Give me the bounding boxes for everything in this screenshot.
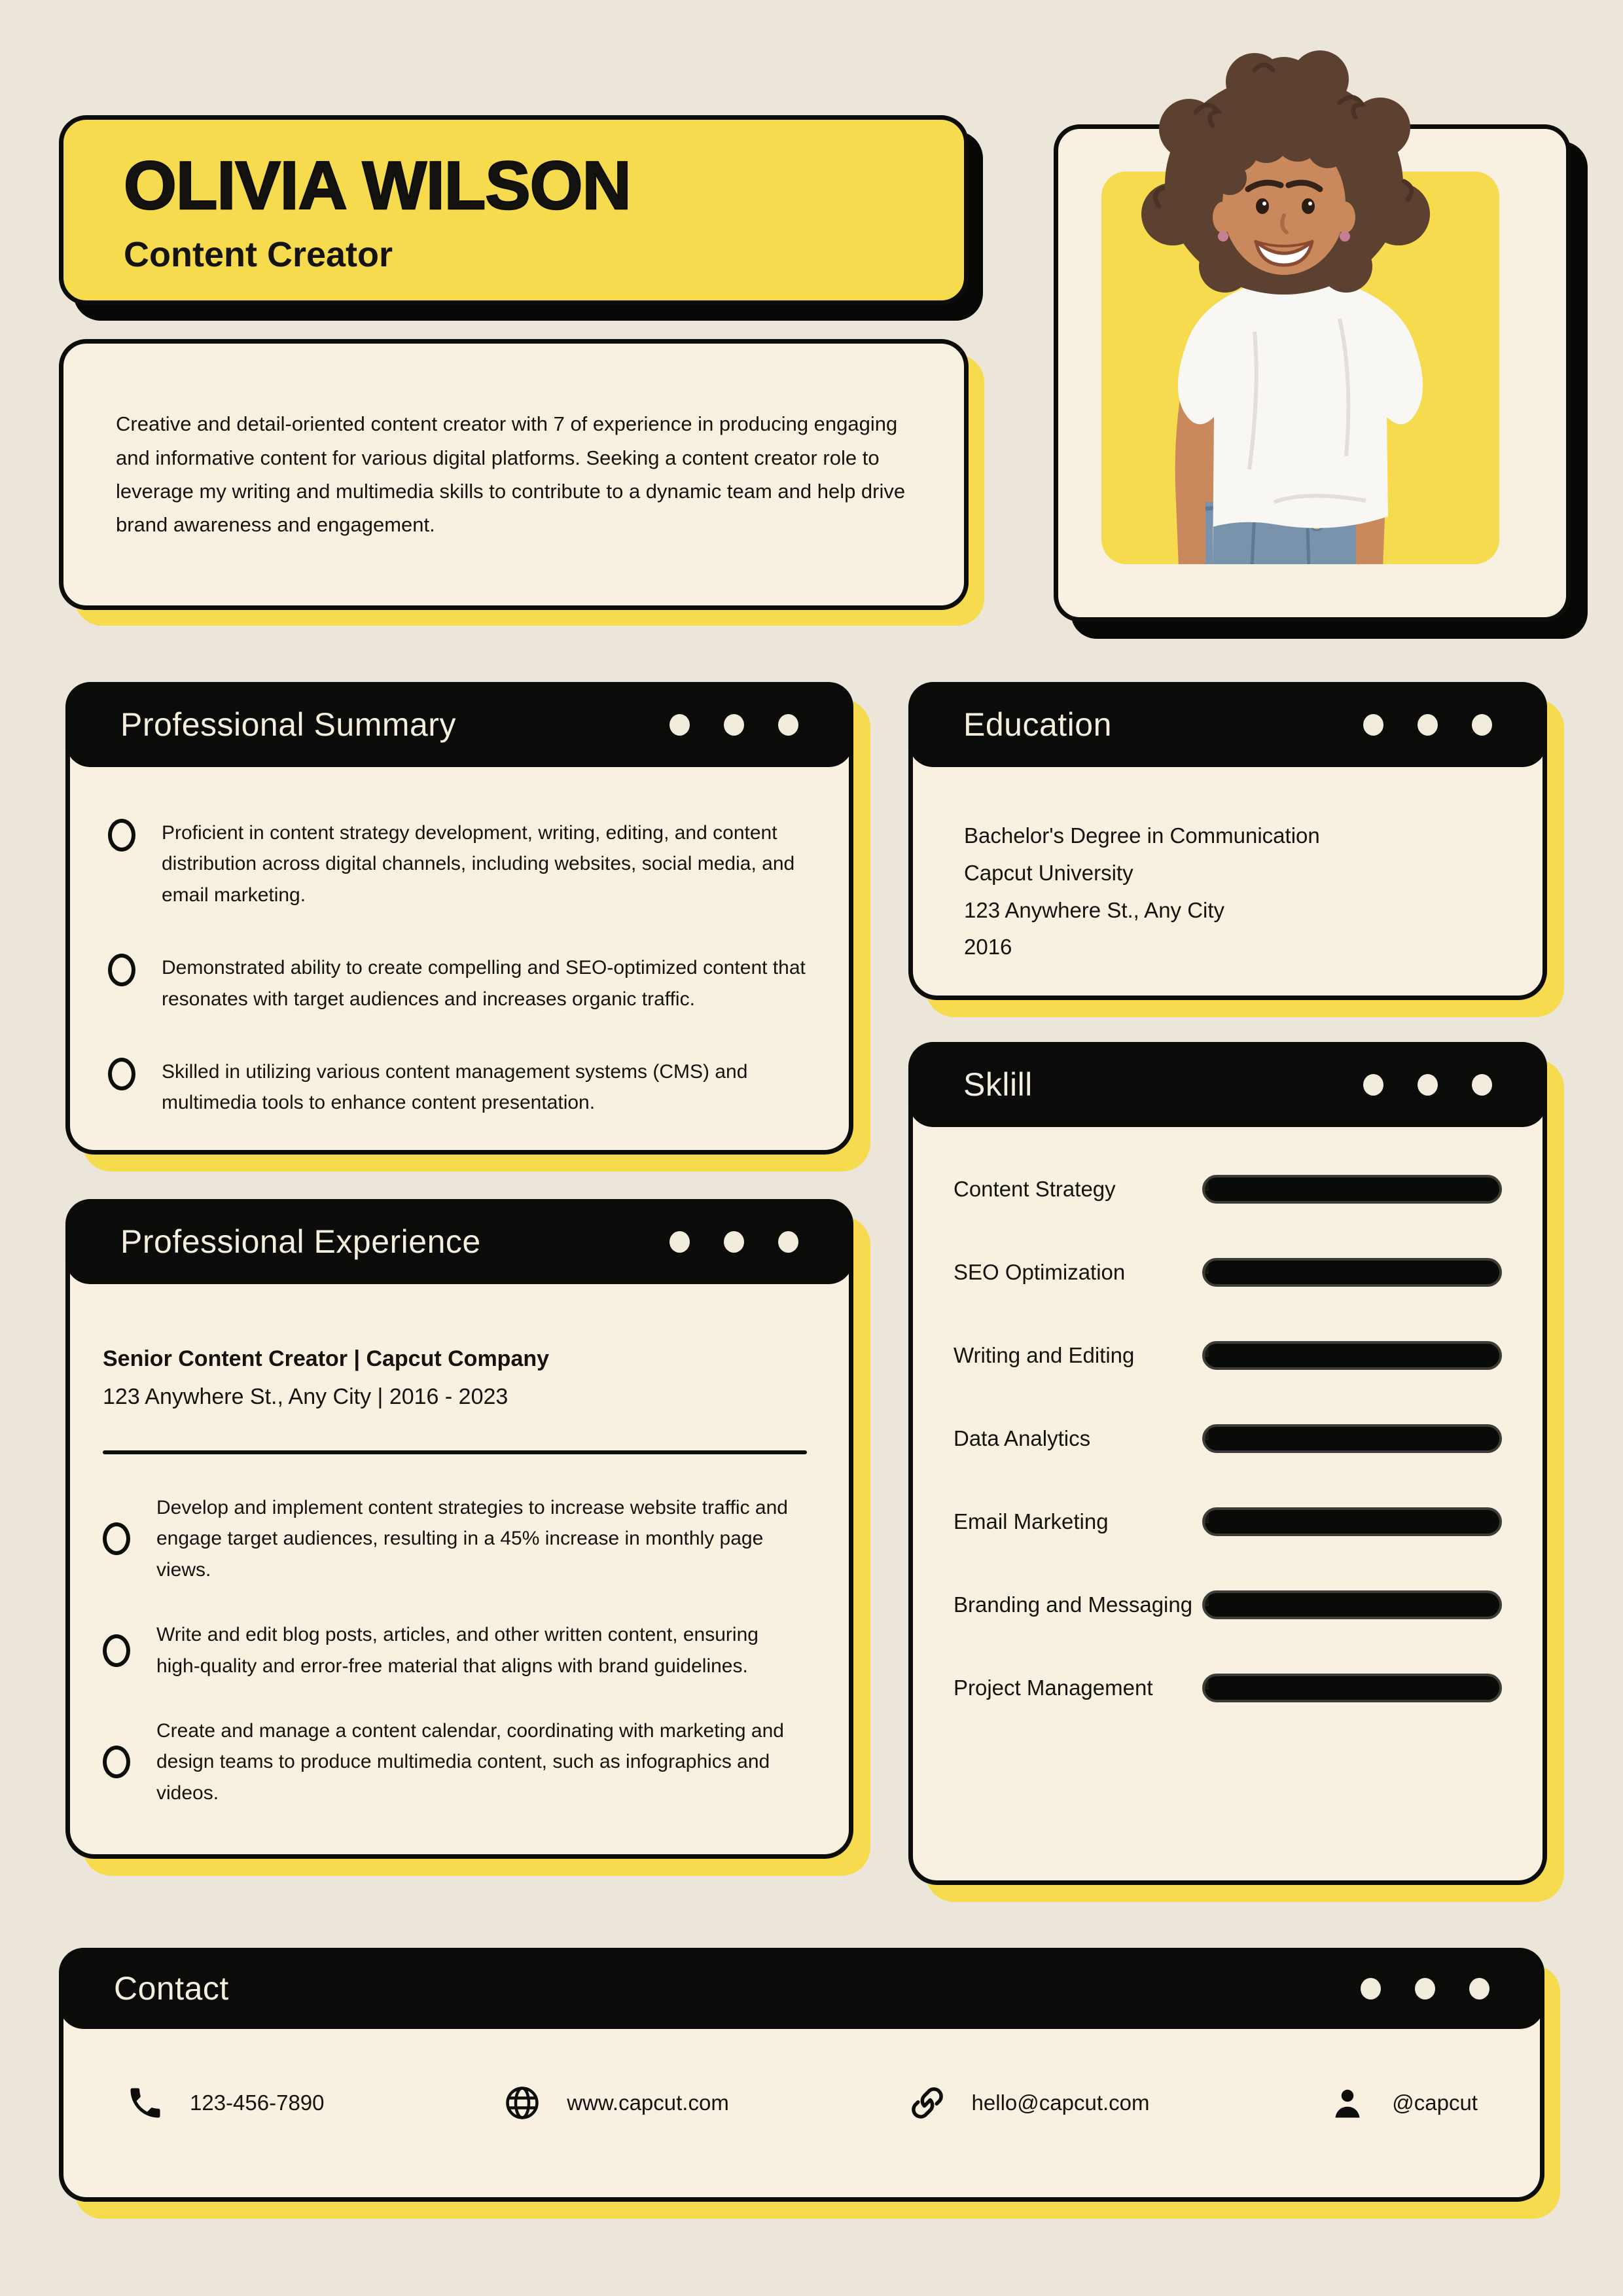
person-icon (1328, 2083, 1367, 2123)
window-dot (1363, 1074, 1383, 1096)
professional-experience-card (65, 1199, 853, 1859)
experience-item-text: Write and edit blog posts, articles, and other written content, ensuring high-quality and error-free material that aligns with brand guidelines. (156, 1624, 758, 1677)
window-dot (724, 714, 744, 736)
education-school: Capcut University (964, 860, 1133, 885)
contact-phone-text: 123-456-7890 (190, 2090, 325, 2115)
contact-website[interactable] (503, 2083, 729, 2123)
skill-row (954, 1424, 1502, 1453)
list-item (108, 817, 807, 910)
skill-row (954, 1175, 1502, 1204)
skill-progress-fill (1205, 1425, 1209, 1440)
about-text: Creative and detail-oriented content creator with 7 of experience in producing engaging and informative content for various digital platforms. Seeking a content creator role to leverage my writing and multimedia skills to contribute to a dynamic team and help drive brand awareness and engagement. (116, 412, 906, 537)
skill-progressbar (1202, 1590, 1502, 1619)
skill-progressbar (1202, 1175, 1502, 1204)
skill-label: Branding and Messaging (954, 1592, 1193, 1617)
window-dot (669, 1231, 690, 1253)
skill-row (954, 1590, 1502, 1619)
skill-progressbar (1202, 1424, 1502, 1453)
portrait-illustration (1058, 50, 1566, 626)
experience-item-text: Create and manage a content calendar, coordinating with marketing and design teams to produce multimedia content, such as infographics and videos. (156, 1719, 784, 1804)
skill-label: Writing and Editing (954, 1343, 1135, 1367)
window-dot (1418, 714, 1438, 736)
skill-progress-fill (1205, 1259, 1209, 1274)
window-dots (669, 1231, 798, 1253)
skill-row (954, 1674, 1502, 1702)
skill-progressbar (1202, 1674, 1502, 1702)
globe-icon (503, 2083, 542, 2123)
list-item (103, 1619, 807, 1681)
about-card (59, 339, 969, 610)
education-body (913, 762, 1543, 966)
link-icon (908, 2083, 947, 2123)
skills-card (908, 1042, 1547, 1885)
contact-body (63, 2024, 1540, 2181)
education-degree: Bachelor's Degree in Communication (964, 823, 1320, 848)
summary-item-text: Proficient in content strategy development, writing, editing, and content distribution across digital channels, including websites, social media, and email marketing. (162, 822, 795, 906)
list-item (108, 1056, 807, 1119)
contact-phone[interactable] (126, 2083, 325, 2123)
window-dot (1472, 1074, 1492, 1096)
skill-progressbar (1202, 1507, 1502, 1536)
skill-progress-fill (1205, 1508, 1209, 1523)
bullet-circle-icon (108, 1058, 135, 1090)
skill-row (954, 1341, 1502, 1370)
skill-progressbar (1202, 1258, 1502, 1287)
bullet-circle-icon (108, 954, 135, 986)
skill-label: SEO Optimization (954, 1260, 1126, 1284)
education-address: 123 Anywhere St., Any City (964, 897, 1225, 922)
contact-social[interactable] (1328, 2083, 1478, 2123)
list-item (103, 1492, 807, 1585)
skill-label: Content Strategy (954, 1177, 1116, 1201)
skill-label: Project Management (954, 1676, 1153, 1700)
experience-item-text: Develop and implement content strategies to increase website traffic and engage target audiences, resulting in a 45% increase in monthly page views. (156, 1496, 788, 1581)
experience-meta: 123 Anywhere St., Any City | 2016 - 2023 (103, 1384, 508, 1410)
window-dot (1469, 1978, 1489, 2000)
education-card (908, 682, 1547, 1000)
section-title: Sklill (963, 1066, 1033, 1103)
photo-card (1054, 124, 1571, 622)
contact-email[interactable] (908, 2083, 1150, 2123)
professional-summary-body (70, 762, 849, 1119)
window-dot (1363, 714, 1383, 736)
window-dot (1472, 714, 1492, 736)
window-dot (1418, 1074, 1438, 1096)
window-dot (778, 714, 798, 736)
summary-item-text: Skilled in utilizing various content management systems (CMS) and multimedia tools to enhance content presentation. (162, 1060, 748, 1114)
page-title: OLIVIA WILSON (124, 148, 631, 224)
professional-summary-card (65, 682, 853, 1155)
window-dots (1363, 1074, 1492, 1096)
contact-social-text: @capcut (1392, 2090, 1478, 2115)
section-title: Professional Experience (120, 1223, 481, 1260)
window-dot (778, 1231, 798, 1253)
list-item (108, 952, 807, 1014)
job-title: Content Creator (124, 235, 393, 274)
contact-email-text: hello@capcut.com (971, 2090, 1150, 2115)
window-dot (1361, 1978, 1381, 2000)
skill-progressbar (1202, 1341, 1502, 1370)
skills-header (908, 1042, 1547, 1127)
section-title: Professional Summary (120, 706, 456, 743)
contact-website-text: www.capcut.com (567, 2090, 729, 2115)
skill-row (954, 1507, 1502, 1536)
experience-role: Senior Content Creator | Capcut Company (103, 1346, 550, 1371)
contact-card (59, 1948, 1544, 2202)
skill-progress-fill (1205, 1591, 1209, 1606)
bullet-circle-icon (108, 819, 135, 852)
professional-summary-header (65, 682, 853, 767)
bullet-circle-icon (103, 1522, 130, 1555)
divider (103, 1450, 807, 1454)
contact-header (59, 1948, 1544, 2029)
skill-label: Data Analytics (954, 1426, 1091, 1450)
bullet-circle-icon (103, 1746, 130, 1778)
window-dots (669, 714, 798, 736)
skills-body (913, 1122, 1543, 1702)
skill-progress-fill (1205, 1175, 1209, 1191)
professional-experience-header (65, 1199, 853, 1284)
window-dots (1361, 1978, 1489, 2000)
window-dot (1415, 1978, 1435, 2000)
window-dot (669, 714, 690, 736)
skill-label: Email Marketing (954, 1509, 1109, 1534)
name-header-card (59, 115, 969, 305)
professional-experience-body (70, 1280, 849, 1808)
summary-item-text: Demonstrated ability to create compelling and SEO-optimized content that resonates with target audiences and increases organic traffic. (162, 957, 806, 1010)
education-header (908, 682, 1547, 767)
section-title: Education (963, 706, 1112, 743)
skill-row (954, 1258, 1502, 1287)
section-title: Contact (114, 1970, 229, 2007)
phone-icon (126, 2083, 165, 2123)
window-dot (724, 1231, 744, 1253)
list-item (103, 1715, 807, 1808)
skill-progress-fill (1205, 1342, 1209, 1357)
skill-progress-fill (1205, 1674, 1209, 1689)
education-year: 2016 (964, 935, 1012, 960)
window-dots (1363, 714, 1492, 736)
bullet-circle-icon (103, 1634, 130, 1667)
